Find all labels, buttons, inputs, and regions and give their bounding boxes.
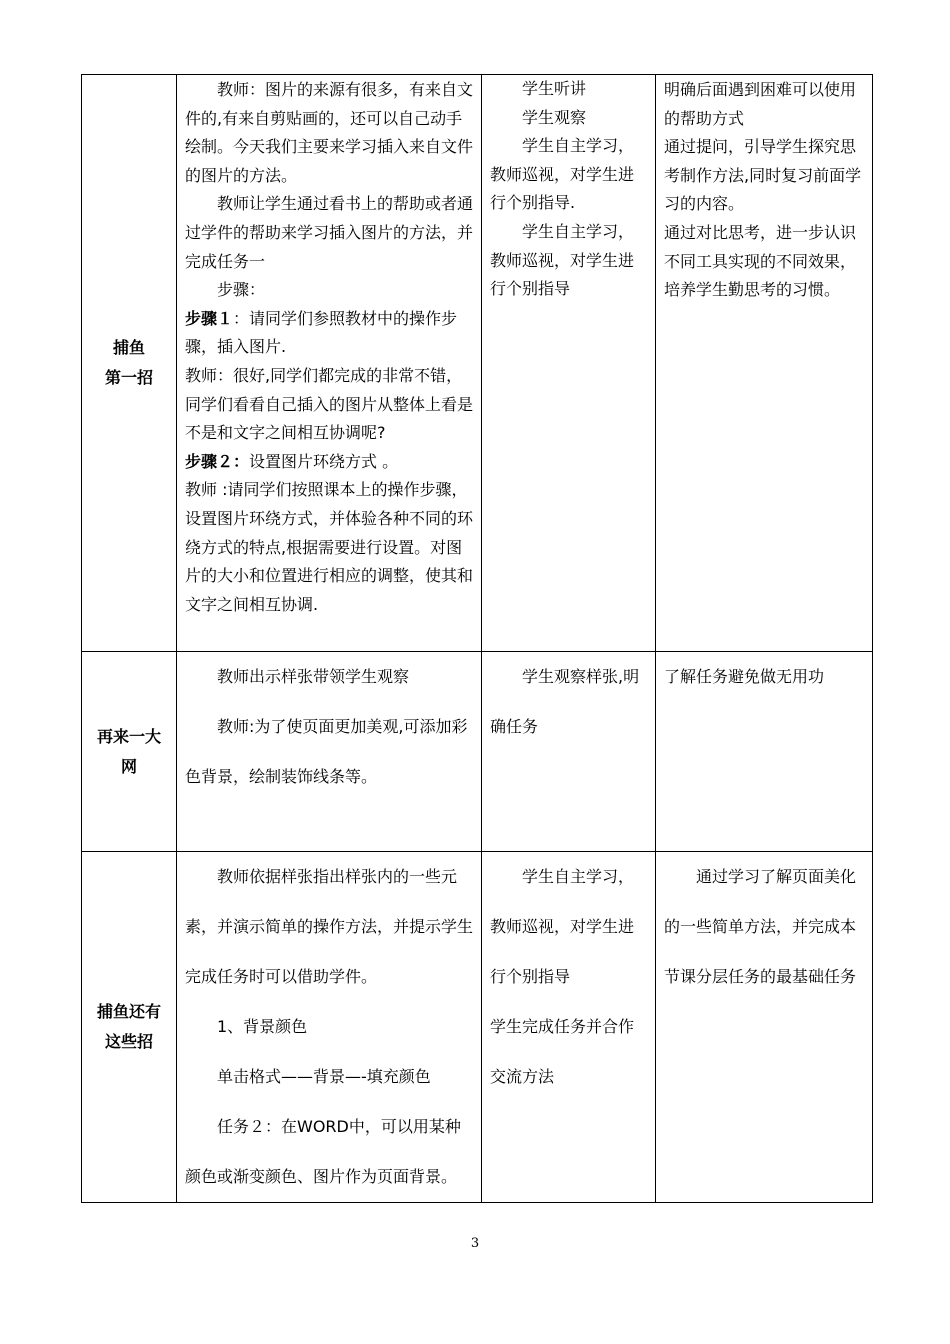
paragraph: 学生自主学习， [522,867,635,886]
student-activity-cell [482,852,656,1203]
step-text: ：请同学们参照教材中的操作步骤，插入图片. [185,308,458,357]
paragraph: 通过提问，引导学生探究思考制作方法,同时复习前面学习的内容。 [664,137,862,214]
paragraph: 学生听讲 [522,79,587,98]
stage-cell [82,852,177,1203]
teacher-activity-cell [177,75,482,652]
paragraph: 单击格式——背景—-填充颜色 [217,1067,431,1086]
paragraph: 明确后面遇到困难可以使用的帮助方式 [664,80,857,128]
paragraph: 教师:为了使页面更加美观,可添加彩色背景，绘制装饰线条等。 [185,717,468,786]
teacher-activity-cell [177,652,482,852]
paragraph: 教师：图片的来源有很多，有来自文件的,有来自剪贴画的，还可以自己动手绘制。今天我们主要来学习插入来自文件的图片的方法。 [185,80,474,185]
paragraph: 教师 :请同学们按照课本上的操作步骤，设置图片环绕方式，并体验各种不同的环绕方式的特点,根据需要进行设置。对图片的大小和位置进行相应的调整，使其和文字之间相互协调. [185,480,474,614]
paragraph: 学生观察 [522,107,587,127]
teacher-activity-cell [177,852,482,1203]
paragraph: 通过对比思考，进一步认识不同工具实现的不同效果，培养学生勤思考的习惯。 [664,222,857,300]
paragraph: 教师巡视，对学生进行个别指导 [490,250,635,299]
stage-cell [82,75,177,652]
paragraph: 学生观察样张,明确任务 [490,667,640,736]
page-number: 3 [470,1236,480,1251]
step-label: 步骤２： [185,451,250,471]
design-intent-cell [656,75,873,652]
paragraph: 任务２：在WORD中，可以用某种颜色或渐变颜色、图片作为页面背景。 [185,1117,461,1186]
paragraph: 了解任务避免做无用功 [664,667,825,686]
paragraph: 教师依据样张指出样张内的一些元素，并演示简单的操作方法，并提示学生完成任务时可以借助学件。 [185,867,474,986]
design-intent-cell [656,852,873,1203]
table-row [82,652,873,852]
paragraph: 学生自主学习， [522,136,635,156]
paragraph: 学生完成任务并合作交流方法 [490,1017,635,1086]
lesson-plan-table [81,74,873,1203]
table-row [82,852,873,1203]
paragraph: 通过学习了解页面美化的一些简单方法，并完成本节课分层任务的最基础任务 [664,867,857,986]
paragraph [185,305,474,362]
stage-label-line: 捕鱼还有 [96,1002,161,1021]
stage-label-line: 再来一大 [96,726,161,746]
paragraph: 教师巡视，对学生进行个别指导. [490,164,635,213]
paragraph: 步骤： [217,280,266,300]
paragraph: 教师出示样张带领学生观察 [217,667,410,686]
student-activity-cell [482,652,656,852]
paragraph: 教师巡视，对学生进行个别指导 [490,917,635,986]
paragraph [185,448,474,477]
stage-label-line: 网 [120,756,137,776]
table-row [82,75,873,652]
stage-label-line: 第一招 [104,368,153,387]
student-activity-cell [482,75,656,652]
stage-label-line: 这些招 [104,1032,153,1051]
design-intent-cell [656,652,873,852]
step-label: 步骤１ [185,308,234,328]
stage-label-line: 捕鱼 [112,338,145,357]
step-text: 设置图片环绕方式 。 [249,451,399,471]
paragraph: 教师：很好,同学们都完成的非常不错，同学们看看自己插入的图片从整体上看是不是和文字之间相互协调呢? [185,365,474,443]
stage-cell [82,652,177,852]
paragraph: 1、背景颜色 [217,1017,308,1036]
paragraph: 教师让学生通过看书上的帮助或者通过学件的帮助来学习插入图片的方法，并完成任务一 [185,194,474,271]
paragraph: 学生自主学习， [522,221,635,241]
